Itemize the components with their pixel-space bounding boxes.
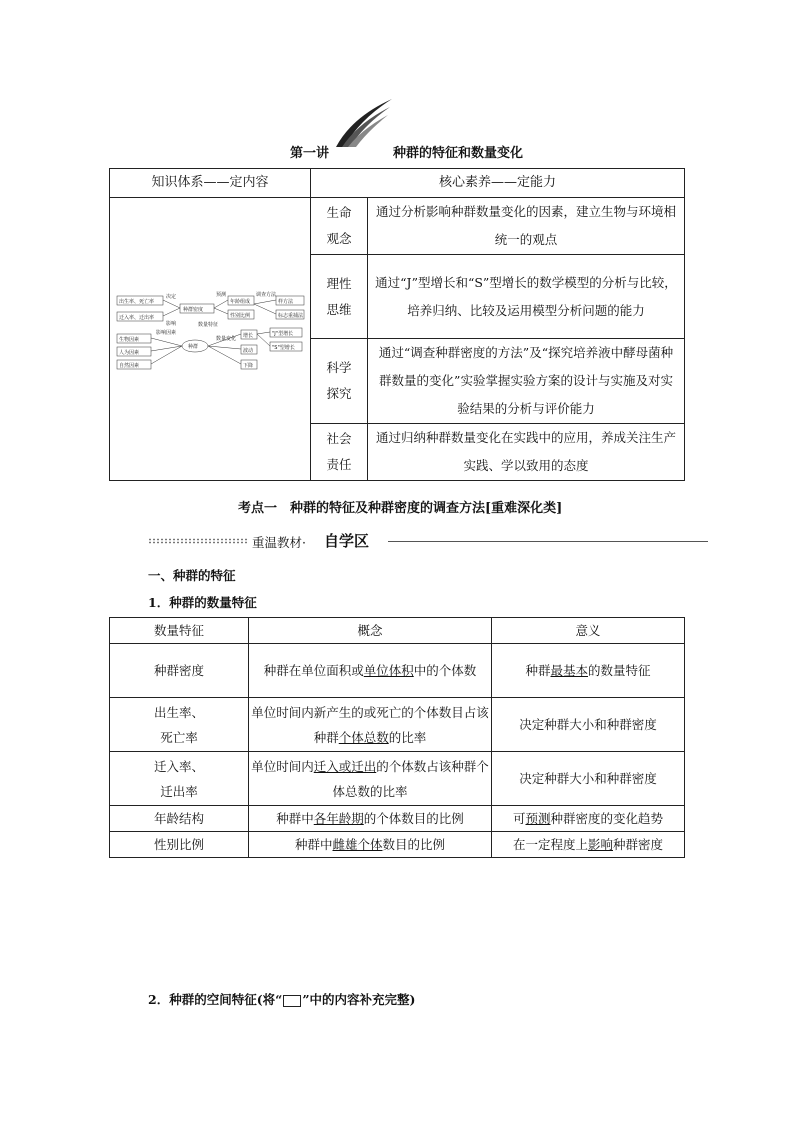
lecture-title: 种群的特征和数量变化	[393, 146, 524, 161]
heading-population-features: 一、种群的特征	[148, 568, 236, 583]
overview-table	[109, 168, 685, 481]
heading-spatial-features: 2．种群的空间特征(将“ ”中的内容补充完整)	[148, 992, 416, 1007]
category-life-concept: 生命 观念	[311, 198, 368, 255]
map-left-box-2: 迁入率、迁出率	[119, 315, 155, 321]
map-label-1: 决定	[166, 294, 177, 300]
meaning-birth-death: 决定种群大小和种群密度	[492, 698, 685, 752]
map-label-6: 影响因素	[156, 330, 177, 336]
feature-age-structure: 年龄结构	[110, 806, 249, 832]
map-label-5: 数量特征	[198, 322, 219, 328]
category-scientific-inquiry: 科学 探究	[311, 339, 368, 424]
desc-rational-thinking: 通过“J”型增长和“S”型增长的数学模型的分析与比较，培养归纳、比较及运用模型分析问题的能力	[368, 255, 685, 339]
meaning-migration: 决定种群大小和种群密度	[492, 752, 685, 806]
concept-age-structure: 种群中各年龄期的个体数目的比例	[249, 806, 492, 832]
knowledge-header: 知识体系——定内容	[110, 169, 311, 198]
band-label-review: 重温教材·	[252, 535, 306, 550]
feature-sex-ratio: 性别比例	[110, 832, 249, 858]
col-header-meaning: 意义	[492, 618, 685, 644]
map-label-7: 数量变化	[216, 336, 237, 342]
map-population: 种群	[188, 344, 199, 350]
map-right-box-7: 下降	[243, 363, 254, 369]
map-left-box-4: 人为因素	[119, 350, 140, 356]
lecture-number: 第一讲	[290, 146, 330, 161]
map-right-box-4: 性别比例	[230, 313, 251, 319]
band-rule	[388, 541, 708, 542]
col-header-concept: 概念	[249, 618, 492, 644]
feature-density: 种群密度	[110, 644, 249, 698]
map-label-3: 影响	[166, 321, 177, 327]
band-label-self-study: 自学区	[324, 532, 370, 550]
meaning-sex-ratio: 在一定程度上影响种群密度	[492, 832, 685, 858]
meaning-age-structure: 可预测种群密度的变化趋势	[492, 806, 685, 832]
meaning-density: 种群最基本的数量特征	[492, 644, 685, 698]
heading-quantitative-features: 1．种群的数量特征	[148, 595, 257, 610]
feature-birth-death: 出生率、 死亡率	[110, 698, 249, 752]
map-left-box-5: 自然因素	[119, 363, 140, 369]
map-right-box-2: 标志重捕法	[278, 313, 304, 319]
feature-migration: 迁入率、 迁出率	[110, 752, 249, 806]
map-label-4: 调查方法	[256, 292, 277, 298]
competency-header: 核心素养——定能力	[311, 169, 685, 198]
concept-map	[116, 290, 306, 374]
map-right-box-8: "J"型增长	[272, 331, 294, 337]
desc-scientific-inquiry: 通过“调查种群密度的方法”及“探究培养液中酵母菌种群数量的变化”实验掌握实验方案的设计与实施及对实验结果的分析与评价能力	[368, 339, 685, 424]
col-header-feature: 数量特征	[110, 618, 249, 644]
concept-density: 种群在单位面积或单位体积中的个体数	[249, 644, 492, 698]
map-right-box-9: "S"型增长	[272, 345, 295, 351]
map-label-2: 预测	[216, 292, 227, 298]
blank-box-icon	[283, 995, 301, 1007]
concept-migration: 单位时间内迁入或迁出的个体数占该种群个体总数的比率	[249, 752, 492, 806]
map-right-box-5: 增长	[243, 333, 254, 339]
self-study-band	[148, 533, 708, 549]
concept-map-cell	[110, 198, 311, 481]
category-social-responsibility: 社会 责任	[311, 424, 368, 481]
map-right-box-1: 样方法	[278, 299, 294, 305]
map-left-box-3: 生物因素	[119, 337, 140, 343]
page-title	[0, 142, 794, 162]
map-right-box-6: 波动	[243, 348, 254, 354]
map-density: 种群密度	[183, 307, 204, 313]
concept-birth-death: 单位时间内新产生的或死亡的个体数目占该种群个体总数的比率	[249, 698, 492, 752]
category-rational-thinking: 理性 思维	[311, 255, 368, 339]
desc-social-responsibility: 通过归纳种群数量变化在实践中的应用，养成关注生产实践、学以致用的态度	[368, 424, 685, 481]
map-left-box-1: 出生率、死亡率	[119, 299, 155, 305]
map-right-box-3: 年龄组成	[230, 299, 251, 305]
quantitative-features-table	[109, 617, 685, 858]
dotted-bar	[148, 538, 248, 544]
concept-sex-ratio: 种群中雌雄个体数目的比例	[249, 832, 492, 858]
desc-life-concept: 通过分析影响种群数量变化的因素，建立生物与环境相统一的观点	[368, 198, 685, 255]
